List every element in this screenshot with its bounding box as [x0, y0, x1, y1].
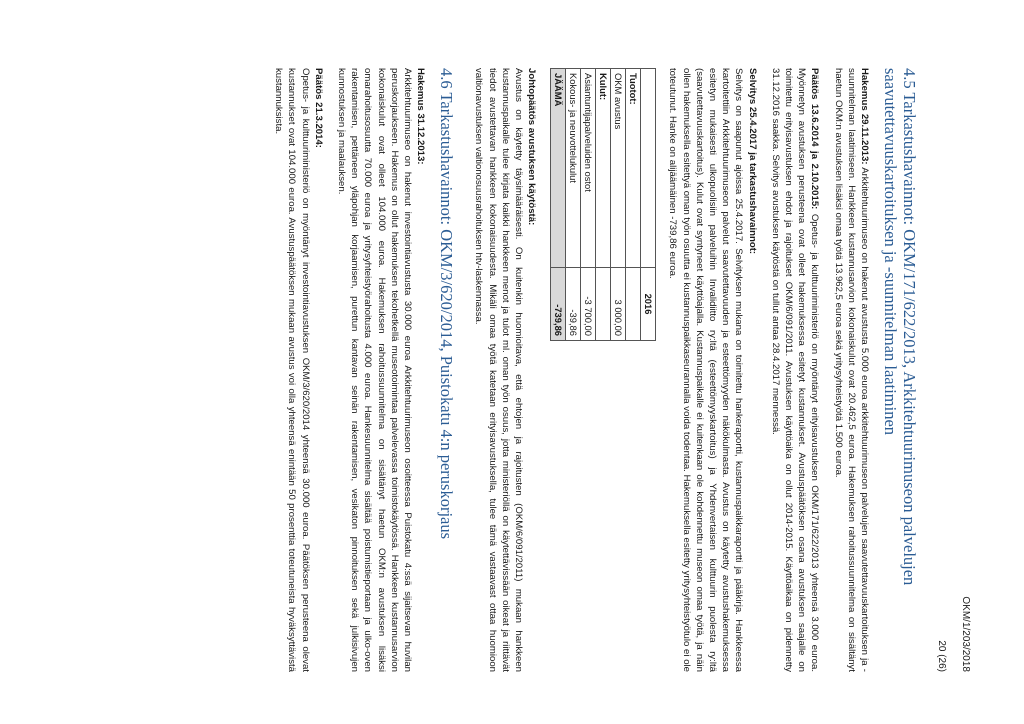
johtopaatos-paragraph: [472, 68, 538, 672]
table-row-value: [596, 268, 611, 341]
hakemus-2-paragraph: [335, 68, 427, 672]
hakemus-paragraph: [831, 68, 871, 672]
table-header-row: [641, 69, 656, 341]
table-year-header: 2016: [641, 268, 656, 341]
table-row: [581, 69, 596, 341]
selvitys-text: Selvitys on saapunut ajoissa 25.4.2017. Selvityksen mukana on toimitettu hankeraportti, kustannuspaikkaraportti ja pääkirja. Hankkeessa kartoitettiin Arkkitehtuurimuseon palvelut saavutettavuuden ja esteettömyyden näkökulmasta. Avustus on käytetty avustushakemuksessa esitetyn mukaisesti ulkopuolisiin palveluihin Invalidiitto ry:ltä (esteettömyyskartoitus) ja Yhdenvertaisen kulttuurin puolesta ry:ltä (saavutettavuuskartoitus). Kulut ovat syntyneet käyttöajalla. Kustannuspaikalle ei kuitenkaan ole kohdennettu museon omaa työtä, ja näin ollen hakemuksella esitettyä oman työn osuutta ei kustannuspaikkaseurannalla voida todentaa. Hakemuksella esitetty yritysyhteistyötulo ei ole toteutunut. Hanke on alijäämäinen -739,86 euroa.: [667, 68, 745, 672]
table-row-value: -739,86: [551, 268, 566, 341]
table-row: [626, 69, 641, 341]
hakemus-2-text: Arkkitehtuurimuseo on hakenut investointiavustusta 30.000 euroa Arkkitehtuurimuseon osoitteessa Puistokatu 4:ssä sijaitsevan huvilan peruskorjaukseen. Hakemus on ollut hakemuksen tekohetkellä museotoimintaa palvelevassa toimistokäytössä. Hankkeen kustannusarvion kokonaiskulut ovat olleet 104.000 euroa. Hakemuksen rahoitussuunnitelma on sisältänyt haetun OKM:n avustuksen lisäksi omarahoitusosuutta 70.000 euroa ja yritysyhteistyörahoitusta 4.000 euroa. Hankesuunnitelma sisältää poistumistieportaan ja ulko-oven rakentamisen, pettäneen yläpohjan korjaamisen, purettun kantavan seinän rakentamisen, vesikaton pinnoituksen sekä julkisivujen kunnostuksen ja maalauksen.: [335, 68, 413, 672]
table-row: [611, 69, 626, 341]
table-row: [596, 69, 611, 341]
document-page: [30, 18, 994, 706]
paatos-label: Päätös 13.6.2014 ja 2.10.2015:: [809, 68, 821, 210]
section-4-5-title: 4.5 Tarkastushavainnot: OKM/171/622/2013, Arkkitehtuurimuseon palvelujen saavutettavuuskartoituksen ja -suunnitelman laatiminen: [881, 68, 919, 586]
selvitys-label: Selvitys 25.4.2017 ja tarkastushavainnot:: [746, 68, 758, 255]
table-row-label: JÄÄMÄ: [551, 69, 566, 268]
johtopaatos-label: Johtopäätös avustuksen käytöstä:: [526, 68, 538, 226]
paatos-2-label: Päätös 21.3.2014:: [312, 68, 324, 149]
table-row: [566, 69, 581, 341]
table-total-row: [551, 69, 566, 341]
paatos-text: Opetus- ja kulttuuriministeriö on myöntänyt erityisavustuksen OKM/171/622/2013 yhteensä 3.000 euroa. Myönnetyn avustuksen perusteena ovat olleet hakemuksessa esitetyt kustannukset. Avustuspäätöksen osana avustuksen saajalle on toimitettu erityisavustuksen ehdot ja rajoitukset OKM/6/091/2011. Avustuksen käyttöaika on ollut 2014-2015. Käyttöaikaa on pidennetty 31.12.2016 saakka. Selvitys avustuksen käytöstä on tullut antaa 28.4.2017 mennessä.: [769, 68, 821, 672]
table-row-value: -3 700,00: [581, 268, 596, 341]
johtopaatos-text: Avustus on käytetty täysimääräisesti. On kuitenkin huomioitava, että ehtojen ja rajoitusten (OKM/6/091/2011) mukaan hankkeen kustannuspaikalle tulee kirjata kaikki hankkeen menot ja tulot ml. oman työn osuus, jotta ministeriöllä on käytettävissään oikeat ja riittävät tiedot avustettavan hankkeen kokonaisuudesta. Mikäli omaa työtä katetaan erityisavustuksella, tulee tämä vastaavast ottaa huomioon valtionavustuksen valtionosuusrahoituksen htv-laskennassa.: [473, 68, 524, 672]
hakemus-label: Hakemus 29.11.2013:: [859, 68, 870, 165]
selvitys-paragraph: [666, 68, 758, 672]
table-row-label: OKM avustus: [611, 69, 626, 268]
table-row-value: -39,86: [566, 268, 581, 341]
paatos-2-text: Opetus- ja kulttuuriministeriö on myöntänyt investointiavustuksen OKM/3/620/2014 yhteensä 30.000 euroa. Päätöksen perusteena olevat kustannukset ovat 104.000 euroa. Avustuspäätöksen mukaan avustus voi olla yhteensä enintään 50 prosenttia toteutuneista hyväksyttävistä kustannuksista.: [273, 68, 311, 672]
page-header: [935, 68, 972, 672]
document-id: OKM/1/203/2018: [960, 596, 971, 672]
table-row-label: Kulut:: [596, 69, 611, 268]
table-row-label: Kokous- ja neuvottelukulut: [566, 69, 581, 268]
paatos-2-paragraph: [272, 68, 325, 672]
paatos-paragraph: [769, 68, 822, 672]
table-row-label: Asiantuntijapalveluiden ostot: [581, 69, 596, 268]
table-header-empty: [641, 69, 656, 268]
financial-table: [550, 68, 656, 341]
hakemus-text: Arkkitehtuurimuseo on hakenut avustusta 5.000 euroa arkkitehtuurimuseon palvelujen saavutettavuuskartoituksen ja -suunnitelman laatimiseen. Hankkeen kustannusarvion kokonaiskulut ovat 20.462,5 euroa. Hakemuksen rahoitussuunnitelma on sisältänyt haetun OKM:n avustuksen lisäksi omaa työtä 13.962,5 euroa sekä yritysyhteistyötä 1.500 euroa.: [832, 68, 870, 673]
section-4-6-title: 4.6 Tarkastushavainnot: OKM/3/620/2014, Puistokatu 4:n peruskorjaus: [437, 68, 457, 540]
table-row-label: Tuotot:: [626, 69, 641, 268]
table-row-value: [626, 268, 641, 341]
hakemus-2-label: Hakemus 31.12.2013:: [415, 68, 427, 165]
page-number: 20 (26): [936, 640, 947, 672]
table-row-value: 3 000,00: [611, 268, 626, 341]
